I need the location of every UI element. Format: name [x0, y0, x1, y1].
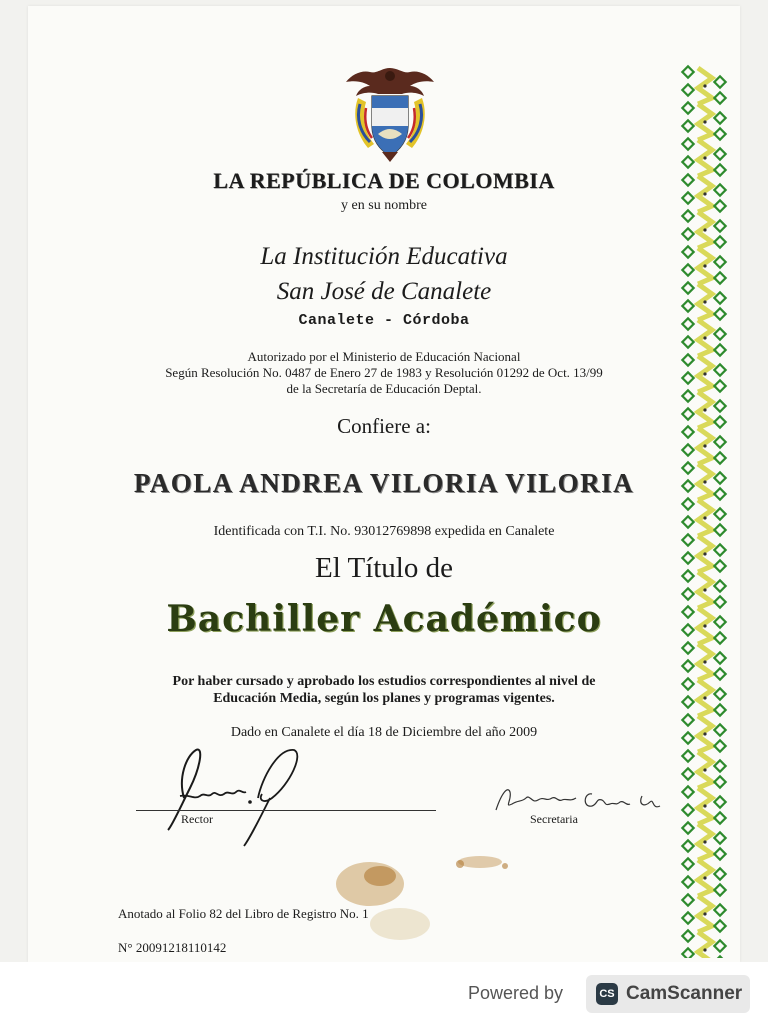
coat-of-arms-icon: [342, 64, 438, 162]
authorization-block: [0, 349, 768, 397]
reason-line: Por haber cursado y aprobado los estudios correspondientes al nivel de: [172, 674, 596, 689]
confers-text: Confiere a:: [337, 414, 431, 438]
camscanner-brand: CamScanner: [626, 983, 743, 1004]
degree-title: Bachiller Académico: [166, 598, 602, 640]
certificate-number: N° 20091218110142: [118, 940, 227, 955]
authorization-line: de la Secretaría de Educación Deptal.: [286, 381, 482, 396]
institution-name-line1: La Institución Educativa: [260, 243, 508, 270]
rector-signature-icon: [150, 738, 320, 848]
reason-block: [0, 673, 768, 707]
authorization-line: Autorizado por el Ministerio de Educación Nacional: [247, 349, 521, 364]
institution-location: Canalete - Córdoba: [298, 312, 470, 329]
rector-label: Rector: [181, 812, 213, 826]
camscanner-logo-icon: CS: [596, 983, 618, 1005]
recipient-name: PAOLA ANDREA VILORIA VILORIA: [133, 468, 635, 498]
rector-signature-line: [136, 810, 436, 811]
in-its-name-text: y en su nombre: [341, 198, 427, 213]
institution-name-line2: San José de Canalete: [276, 278, 492, 305]
powered-by-text: Powered by: [468, 983, 564, 1003]
identification-text: Identificada con T.I. No. 93012769898 expedida en Canalete: [213, 524, 555, 539]
secretary-signature-icon: [492, 782, 672, 818]
authorization-line: Según Resolución No. 0487 de Enero 27 de 1983 y Resolución 01292 de Oct. 13/99: [165, 365, 603, 380]
title-intro-text: El Título de: [314, 552, 453, 584]
stain-mark: [310, 840, 540, 950]
reason-line: Educación Media, según los planes y programas vigentes.: [213, 691, 555, 706]
folio-text: Anotado al Folio 82 del Libro de Registro No. 1: [118, 906, 369, 921]
republic-heading: LA REPÚBLICA DE COLOMBIA: [213, 168, 555, 193]
secretary-label: Secretaria: [530, 812, 578, 826]
issue-date-text: Dado en Canalete el día 18 de Diciembre del año 2009: [230, 725, 538, 740]
